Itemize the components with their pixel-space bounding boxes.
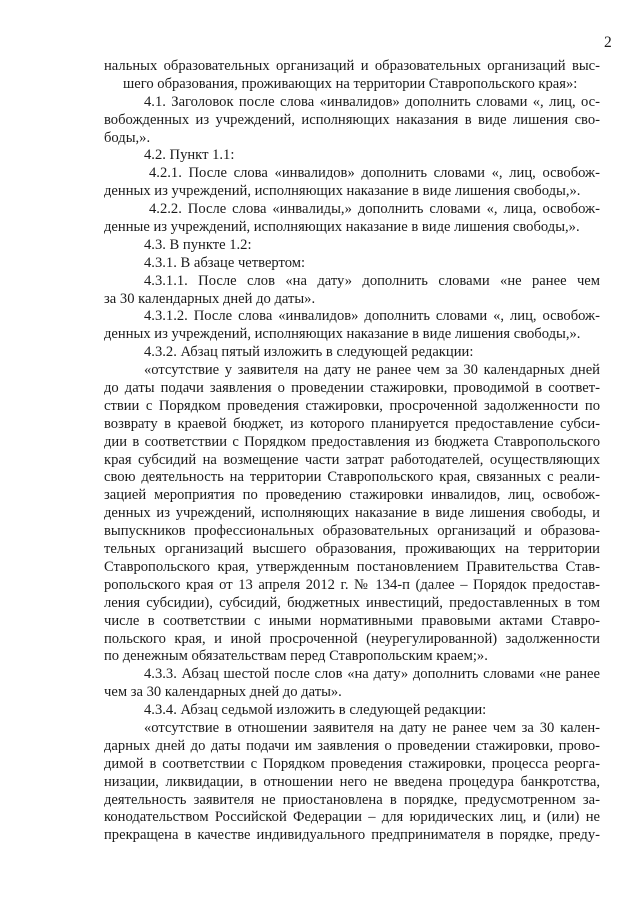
text-line: ления субсидии), субсидий, бюджетных инвестиций, предоставленных в том	[104, 594, 600, 611]
text-line: свою деятельность на территории Ставропольского края, связанных с реали-	[104, 469, 600, 486]
text-line: 4.3. В пункте 1.2:	[144, 236, 252, 253]
text-line: денных из учреждений, исполняющих наказание в виде лишения свободы,».	[104, 326, 581, 343]
text-line: нальных образовательных организаций и образовательных организаций выс-	[104, 58, 600, 74]
text-line: 4.3.1. В абзаце четвертом:	[144, 254, 306, 271]
page-number: 2	[604, 34, 612, 51]
text-line: числе в соответствии с иными нормативными правовыми актами Ставро-	[104, 612, 600, 629]
text-line: «отсутствие в отношении заявителя на дату не ранее чем за 30 кален-	[144, 719, 600, 736]
text-line: 4.3.4. Абзац седьмой изложить в следующей редакции:	[144, 702, 487, 719]
document-body	[104, 58, 600, 845]
text-line: возврату в краевой бюджет, из которого планируется предоставление субси-	[104, 415, 600, 432]
text-line: зацией мероприятия по проведению стажировки инвалидов, лиц, освобож-	[104, 487, 600, 504]
text-line: денные из учреждений, исполняющих наказание в виде лишения свободы,».	[104, 219, 580, 236]
text-line: 4.3.1.2. После слова «инвалидов» дополнить словами «, лиц, освобож-	[144, 308, 600, 325]
text-line: низации, ликвидации, в отношении него не введена процедура банкротства,	[104, 773, 600, 790]
text-line: вобожденных из учреждений, исполняющих наказания в виде лишения сво-	[104, 111, 600, 128]
text-line: ропольского края от 13 апреля 2012 г. № 134-п (далее – Порядок предостав-	[104, 576, 600, 593]
text-line: конодательством Российской Федерации – для юридических лиц, и (или) не	[104, 809, 600, 826]
text-line: чем за 30 календарных дней до даты».	[104, 684, 342, 701]
text-line: димой в соответствии с Порядком проведения стажировки, процесса реорга-	[104, 755, 600, 772]
text-line: 4.3.3. Абзац шестой после слов «на дату» дополнить словами «не ранее	[144, 666, 600, 683]
text-line: денных из учреждений, исполняющих наказание в виде лишения свободы,».	[104, 183, 581, 200]
text-line: шего образования, проживающих на территории Ставропольского края»:	[123, 75, 578, 92]
text-line: тельных организаций высшего образования, проживающих на территории	[104, 541, 600, 558]
text-line: 4.3.1.1. После слов «на дату» дополнить словами «не ранее чем	[144, 272, 600, 289]
text-line: дарных дней до даты подачи им заявления о проведении стажировки, прово-	[104, 737, 600, 754]
text-line: 4.1. Заголовок после слова «инвалидов» дополнить словами «, лиц, ос-	[144, 93, 600, 110]
text-line: дии в соответствии с Порядком предоставления из бюджета Ставропольского	[104, 433, 600, 450]
text-line: ствии с Порядком проведения стажировки, просроченной задолженности по	[104, 397, 600, 414]
text-line: боды,».	[104, 129, 151, 146]
text-line: денных из учреждений, исполняющих наказание в виде лишения свободы, и	[104, 505, 600, 522]
text-line: за 30 календарных дней до даты».	[104, 290, 316, 307]
text-line: польского края, и иной просроченной (неурегулированной) задолженности	[104, 630, 600, 647]
text-line: деятельность заявителя не приостановлена в порядке, предусмотренном за-	[104, 791, 600, 808]
text-line: до даты подачи заявления о проведении стажировки, проводимой в соответ-	[104, 380, 600, 397]
text-line: по денежным обязательствам перед Ставропольским краем;».	[104, 648, 488, 665]
text-line: 4.2.1. После слова «инвалидов» дополнить словами «, лиц, освобож-	[149, 165, 600, 182]
text-line: края субсидий на возмещение части затрат работодателей, осуществляющих	[104, 451, 600, 468]
text-line: «отсутствие у заявителя на дату не ранее чем за 30 календарных дней	[144, 362, 600, 379]
text-line: 4.2. Пункт 1.1:	[144, 147, 235, 164]
text-line: выпускников профессиональных образовательных организаций и образова-	[104, 523, 600, 540]
text-line: 4.3.2. Абзац пятый изложить в следующей редакции:	[144, 344, 474, 361]
text-line: 4.2.2. После слова «инвалиды,» дополнить словами «, лица, освобож-	[149, 201, 600, 218]
text-line: Ставропольского края, утвержденным постановлением Правительства Став-	[104, 558, 600, 575]
text-line: прекращена в качестве индивидуального предпринимателя в порядке, преду-	[104, 827, 600, 844]
